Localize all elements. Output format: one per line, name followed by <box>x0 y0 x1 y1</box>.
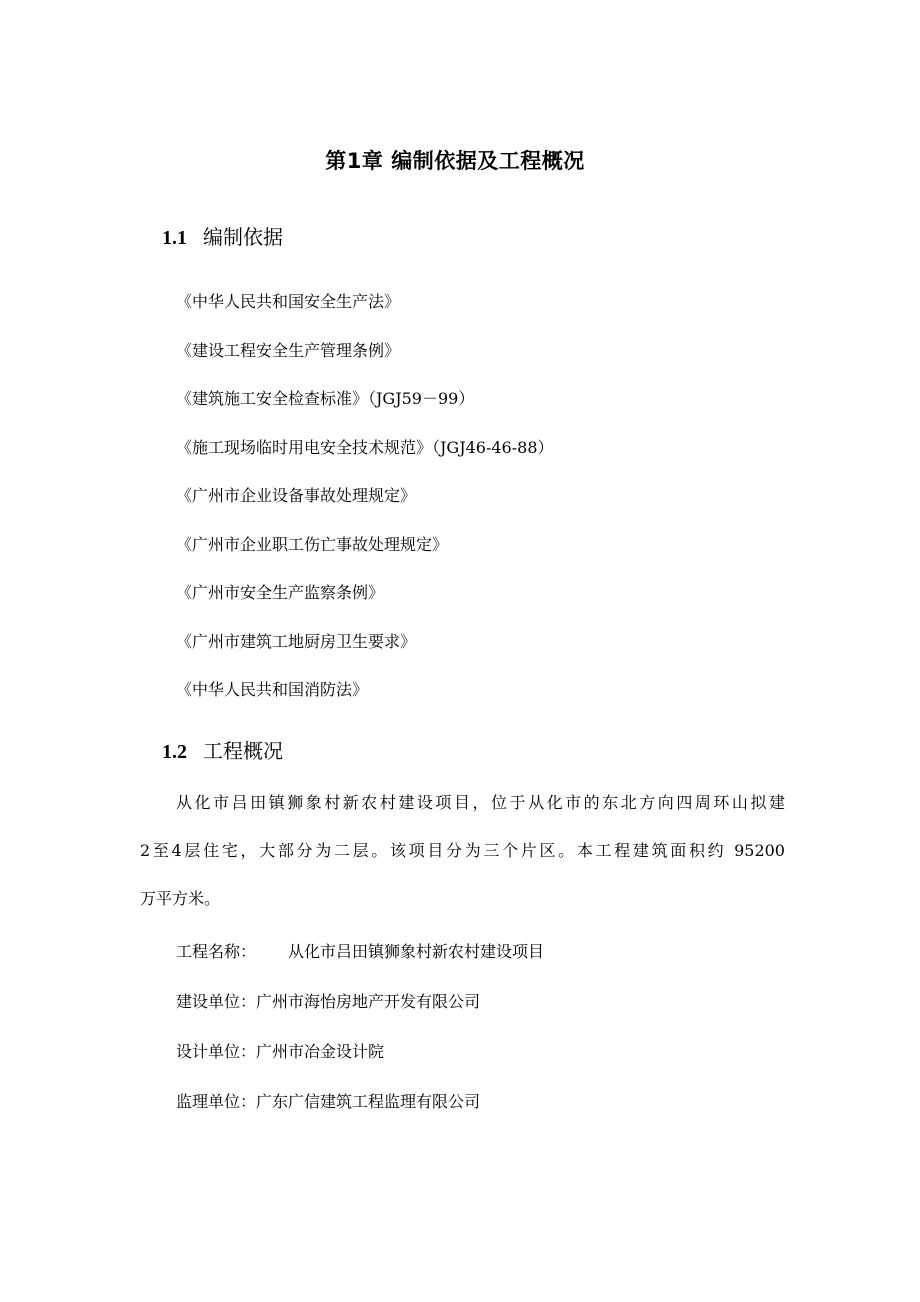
reference-list <box>176 290 554 727</box>
info-value: 广州市冶金设计院 <box>256 1042 385 1061</box>
section-heading-overview <box>162 737 283 766</box>
info-value: 广东广信建筑工程监理有限公司 <box>256 1092 481 1111</box>
info-value: 广州市海怡房地产开发有限公司 <box>256 992 481 1011</box>
reference-item: 《施工现场临时用电安全技术规范》（JGJ46-46-88） <box>176 437 554 457</box>
project-info-item <box>176 1088 544 1138</box>
reference-item: 《建筑施工安全检查标准》（JGJ59－99） <box>176 389 475 408</box>
section-number: 1.2 <box>162 741 187 763</box>
overview-line: 从化市吕田镇狮象村新农村建设项目，位于从化市的东北方向四周环山拟建 <box>176 793 785 812</box>
reference-item: 《中华人民共和国安全生产法》 <box>176 292 401 311</box>
reference-item: 《中华人民共和国消防法》 <box>176 680 369 699</box>
reference-item: 《广州市企业职工伤亡事故处理规定》 <box>176 534 449 554</box>
info-label: 工程名称： <box>176 942 257 961</box>
chapter-title: 第1章 编制依据及工程概况 <box>325 149 585 173</box>
reference-item: 《广州市建筑工地厨房卫生要求》 <box>176 631 417 651</box>
info-label: 建设单位： <box>176 992 257 1011</box>
reference-item: 《广州市安全生产监察条例》 <box>176 583 385 602</box>
reference-item: 《建设工程安全生产管理条例》 <box>176 340 401 360</box>
project-info-list <box>176 938 544 1138</box>
overview-paragraph <box>140 789 785 933</box>
project-info-item <box>176 988 544 1038</box>
info-value: 从化市吕田镇狮象村新农村建设项目 <box>288 942 545 961</box>
info-label: 监理单位： <box>176 1092 257 1111</box>
project-info-item <box>176 1038 544 1088</box>
section-number: 1.1 <box>162 227 187 249</box>
reference-item: 《广州市企业设备事故处理规定》 <box>176 486 417 505</box>
project-info-item <box>176 938 544 988</box>
section-heading-basis <box>162 223 283 252</box>
info-label: 设计单位： <box>176 1042 257 1061</box>
overview-line: 2至4层住宅，大部分为二层。该项目分为三个片区。本工程建筑面积约 95200 <box>140 841 785 860</box>
overview-line: 万平方米。 <box>140 889 221 908</box>
section-title-text: 编制依据 <box>203 225 283 249</box>
section-title-text: 工程概况 <box>203 739 283 763</box>
